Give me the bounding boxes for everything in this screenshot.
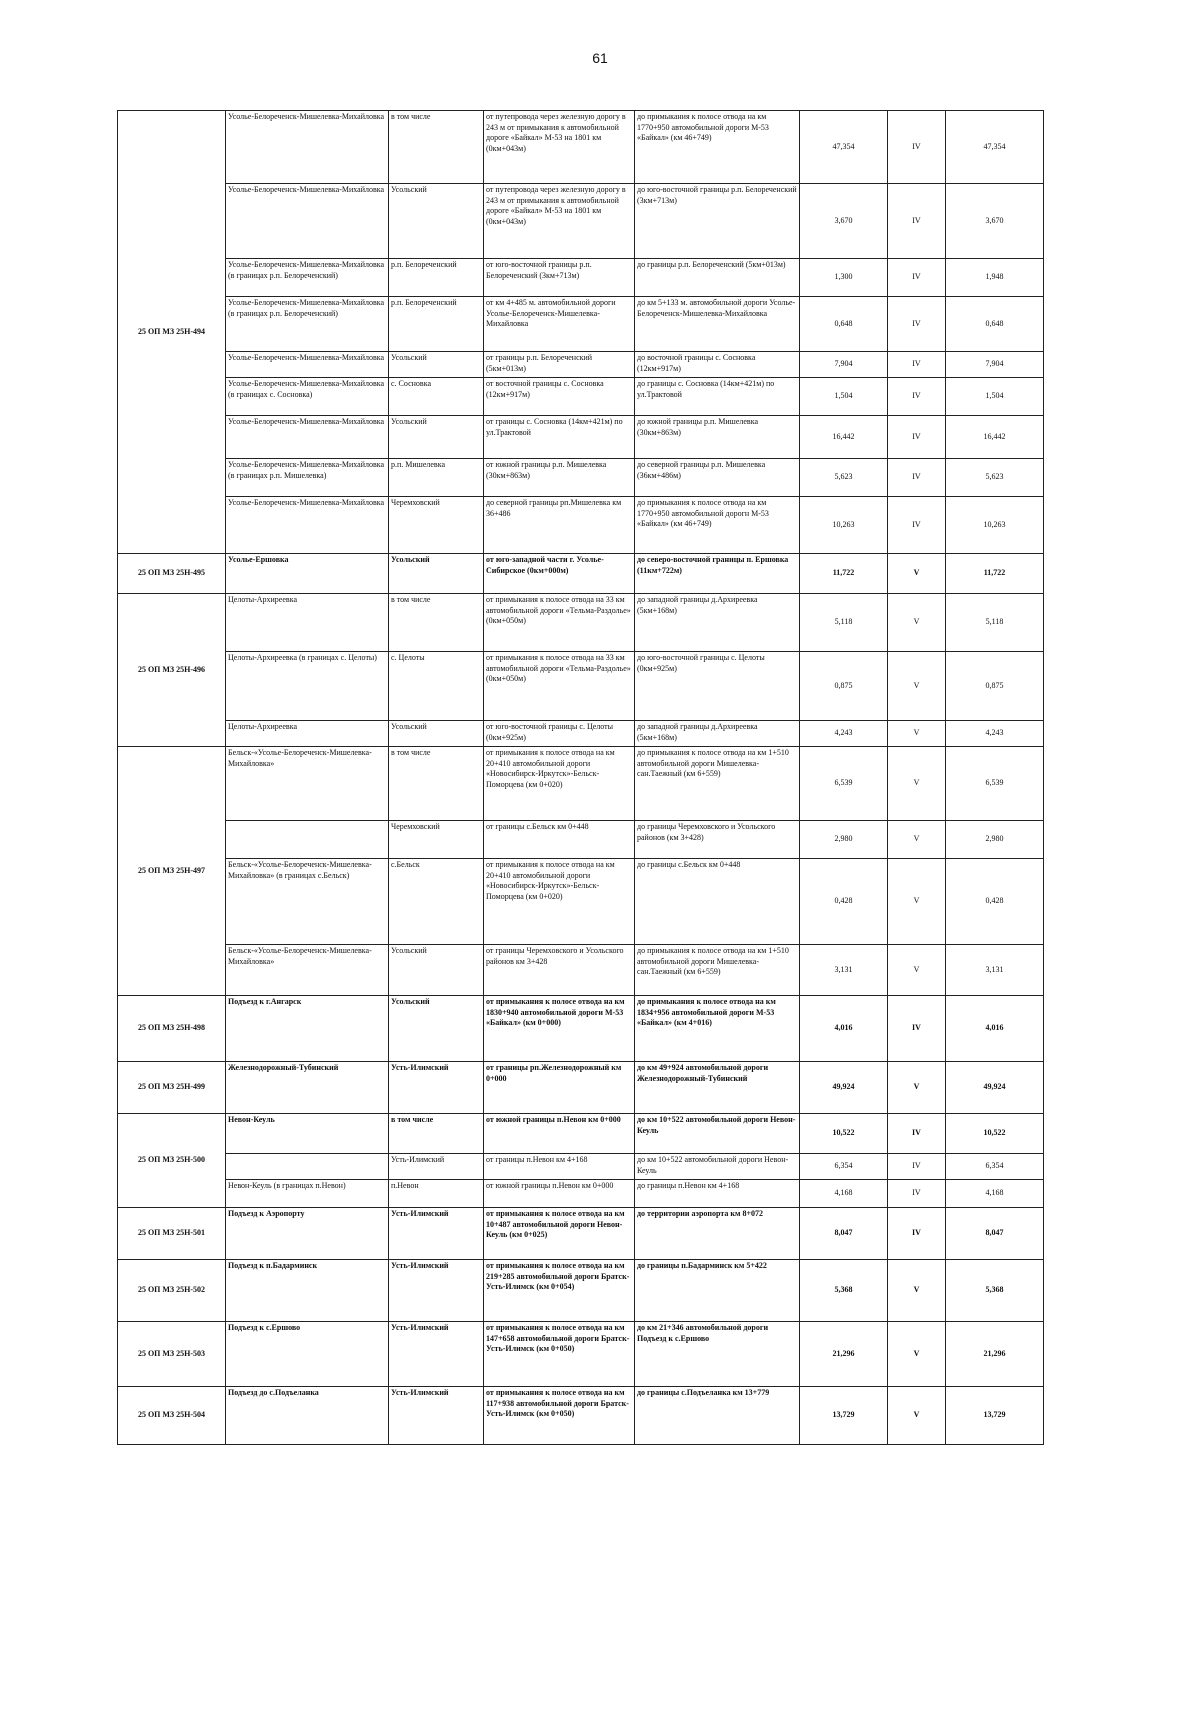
road-district: р.п. Белореченский [389,259,484,297]
table-row [118,1180,1044,1208]
section-end: до границы с.Подъеланка км 13+779 [635,1387,800,1445]
road-name: Железнодорожный-Тубинский [226,1062,389,1114]
road-name: Усолье-Белореченск-Мишелевка-Михайловка [226,497,389,554]
road-category: V [888,821,946,859]
road-name: Усолье-Белореченск-Мишелевка-Михайловка (в границах с. Сосновка) [226,378,389,416]
road-registry-number: 25 ОП МЗ 25Н-504 [118,1387,226,1445]
total-length: 2,980 [946,821,1044,859]
table-row [118,459,1044,497]
total-length: 49,924 [946,1062,1044,1114]
total-length: 5,118 [946,594,1044,652]
section-end: до границы п.Невон км 4+168 [635,1180,800,1208]
road-district: Усольский [389,352,484,378]
road-category: IV [888,111,946,184]
section-length: 2,980 [800,821,888,859]
total-length: 0,428 [946,859,1044,945]
road-name: Усолье-Белореченск-Мишелевка-Михайловка [226,352,389,378]
road-name: Усолье-Белореченск-Мишелевка-Михайловка (в границах р.п. Мишелевка) [226,459,389,497]
section-length: 6,539 [800,747,888,821]
road-registry-number: 25 ОП МЗ 25Н-499 [118,1062,226,1114]
section-end: до территории аэропорта км 8+072 [635,1208,800,1260]
section-end: до примыкания к полосе отвода на км 1770+950 автомобильной дороги М-53 «Байкал» (км 46+749) [635,111,800,184]
road-name: Подъезд к Аэропорту [226,1208,389,1260]
section-end: до западной границы д.Архиреевка (5км+168м) [635,721,800,747]
section-length: 6,354 [800,1154,888,1180]
road-name: Бельск-«Усолье-Белореченск-Мишелевка-Михайловка» [226,945,389,996]
road-registry-number: 25 ОП МЗ 25Н-502 [118,1260,226,1322]
road-name [226,1154,389,1180]
section-length: 1,300 [800,259,888,297]
road-name: Усолье-Белореченск-Мишелевка-Михайловка (в границах р.п. Белореченский) [226,259,389,297]
road-district: в том числе [389,1114,484,1154]
section-end: до км 10+522 автомобильной дороги Невон-Кеуль [635,1154,800,1180]
section-start: от путепровода через железную дорогу в 243 м от примыкания к автомобильной дороге «Байкал» М-53 на 1801 км (0км+043м) [484,184,635,259]
road-district: Усть-Илимский [389,1154,484,1180]
total-length: 6,354 [946,1154,1044,1180]
road-name: Целоты-Архиреевка [226,721,389,747]
road-district: Усть-Илимский [389,1260,484,1322]
table-row [118,1062,1044,1114]
total-length: 13,729 [946,1387,1044,1445]
table-row [118,111,1044,184]
road-category: V [888,1062,946,1114]
road-registry-number: 25 ОП МЗ 25Н-501 [118,1208,226,1260]
section-start: от примыкания к полосе отвода на 33 км автомобильной дороги «Тельма-Раздолье» (0км+050м) [484,652,635,721]
section-end: до км 21+346 автомобильной дороги Подъезд к с.Ершово [635,1322,800,1387]
section-length: 4,016 [800,996,888,1062]
road-district: Усть-Илимский [389,1387,484,1445]
road-name: Бельск-«Усолье-Белореченск-Мишелевка-Михайловка» (в границах с.Бельск) [226,859,389,945]
section-length: 5,623 [800,459,888,497]
section-end: до примыкания к полосе отвода на км 1+510 автомобильной дороги Мишелевка-сан.Таежный (км 6+559) [635,945,800,996]
total-length: 5,623 [946,459,1044,497]
table-row [118,721,1044,747]
road-registry-number: 25 ОП МЗ 25Н-495 [118,554,226,594]
table-row [118,945,1044,996]
section-start: от примыкания к полосе отвода на км 147+658 автомобильной дороги Братск-Усть-Илимск (км 0+050) [484,1322,635,1387]
section-start: от южной границы р.п. Мишелевка (30км+863м) [484,459,635,497]
road-district: с. Сосновка [389,378,484,416]
road-name: Усолье-Белореченск-Мишелевка-Михайловка [226,184,389,259]
table-row [118,1260,1044,1322]
road-district: Черемховский [389,821,484,859]
section-length: 49,924 [800,1062,888,1114]
section-length: 0,428 [800,859,888,945]
table-row [118,554,1044,594]
section-start: от юго-восточной границы с. Целоты (0км+925м) [484,721,635,747]
total-length: 10,522 [946,1114,1044,1154]
road-district: Усть-Илимский [389,1208,484,1260]
road-category: IV [888,352,946,378]
section-start: от путепровода через железную дорогу в 243 м от примыкания к автомобильной дороге «Байкал» М-53 на 1801 км (0км+043м) [484,111,635,184]
section-start: от восточной границы с. Сосновка (12км+917м) [484,378,635,416]
section-end: до границы с. Сосновка (14км+421м) по ул.Трактовой [635,378,800,416]
page-number: 61 [592,50,608,66]
road-category: IV [888,497,946,554]
section-start: от примыкания к полосе отвода на км 219+285 автомобильной дороги Братск-Усть-Илимск (км 0+054) [484,1260,635,1322]
section-end: до северо-восточной границы п. Ершовка (11км+722м) [635,554,800,594]
road-name: Целоты-Архиреевка (в границах с. Целоты) [226,652,389,721]
road-category: V [888,652,946,721]
section-start: от границы Черемховского и Усольского районов км 3+428 [484,945,635,996]
road-district: Усольский [389,184,484,259]
section-end: до границы с.Бельск км 0+448 [635,859,800,945]
section-start: от км 4+485 м. автомобильной дороги Усолье-Белореченск-Мишелевка-Михайловка [484,297,635,352]
road-name: Подъезд до с.Подъеланка [226,1387,389,1445]
section-start: от границы с.Бельск км 0+448 [484,821,635,859]
section-length: 7,904 [800,352,888,378]
table-row [118,996,1044,1062]
section-start: от границы с. Сосновка (14км+421м) по ул.Трактовой [484,416,635,459]
road-name [226,821,389,859]
section-end: до км 49+924 автомобильной дороги Железнодорожный-Тубинский [635,1062,800,1114]
total-length: 5,368 [946,1260,1044,1322]
table-row [118,747,1044,821]
section-end: до западной границы д.Архиреевка (5км+168м) [635,594,800,652]
section-length: 0,875 [800,652,888,721]
road-category: V [888,554,946,594]
section-start: от примыкания к полосе отвода на 33 км автомобильной дороги «Тельма-Раздолье» (0км+050м) [484,594,635,652]
road-registry-number: 25 ОП МЗ 25Н-498 [118,996,226,1062]
road-district: Усть-Илимский [389,1062,484,1114]
total-length: 7,904 [946,352,1044,378]
road-registry-number: 25 ОП МЗ 25Н-500 [118,1114,226,1208]
road-category: IV [888,996,946,1062]
section-length: 16,442 [800,416,888,459]
road-category: IV [888,1114,946,1154]
road-district: Усольский [389,945,484,996]
section-start: от южной границы п.Невон км 0+000 [484,1114,635,1154]
section-end: до границы п.Бадарминск км 5+422 [635,1260,800,1322]
total-length: 6,539 [946,747,1044,821]
road-category: IV [888,1154,946,1180]
road-category: IV [888,416,946,459]
road-category: V [888,1387,946,1445]
road-category: IV [888,1180,946,1208]
total-length: 21,296 [946,1322,1044,1387]
road-name: Усолье-Ершовка [226,554,389,594]
road-district: Усольский [389,996,484,1062]
table-row [118,416,1044,459]
section-length: 13,729 [800,1387,888,1445]
section-length: 8,047 [800,1208,888,1260]
total-length: 16,442 [946,416,1044,459]
road-category: V [888,859,946,945]
table-row [118,378,1044,416]
road-district: Усть-Илимский [389,1322,484,1387]
road-category: IV [888,378,946,416]
section-length: 11,722 [800,554,888,594]
table-row [118,594,1044,652]
road-category: V [888,594,946,652]
road-district: р.п. Мишелевка [389,459,484,497]
road-district: с.Бельск [389,859,484,945]
road-district: п.Невон [389,1180,484,1208]
road-name: Усолье-Белореченск-Мишелевка-Михайловка (в границах р.п. Белореченский) [226,297,389,352]
road-category: V [888,721,946,747]
total-length: 0,648 [946,297,1044,352]
total-length: 8,047 [946,1208,1044,1260]
total-length: 4,016 [946,996,1044,1062]
section-start: от юго-восточной границы р.п. Белореченский (3км+713м) [484,259,635,297]
road-district: Усольский [389,554,484,594]
table-row [118,497,1044,554]
section-end: до км 10+522 автомобильной дороги Невон-Кеуль [635,1114,800,1154]
table-row [118,352,1044,378]
section-length: 10,522 [800,1114,888,1154]
total-length: 11,722 [946,554,1044,594]
road-name: Усолье-Белореченск-Мишелевка-Михайловка [226,416,389,459]
road-district: Усольский [389,721,484,747]
road-name: Невон-Кеуль [226,1114,389,1154]
section-length: 47,354 [800,111,888,184]
table-row [118,184,1044,259]
total-length: 4,168 [946,1180,1044,1208]
road-district: в том числе [389,747,484,821]
table-row [118,859,1044,945]
road-registry-number: 25 ОП МЗ 25Н-503 [118,1322,226,1387]
section-start: от границы р.п. Белореченский (5км+013м) [484,352,635,378]
total-length: 3,131 [946,945,1044,996]
road-category: V [888,1260,946,1322]
section-start: от южной границы п.Невон км 0+000 [484,1180,635,1208]
section-start: от примыкания к полосе отвода на км 20+410 автомобильной дороги «Новосибирск-Иркутск»-Бельск-Поморцева (км 0+020) [484,859,635,945]
road-category: IV [888,297,946,352]
total-length: 10,263 [946,497,1044,554]
total-length: 1,948 [946,259,1044,297]
section-end: до южной границы р.п. Мишелевка (30км+863м) [635,416,800,459]
total-length: 47,354 [946,111,1044,184]
table-row [118,821,1044,859]
section-start: до северной границы рп.Мишелевка км 36+486 [484,497,635,554]
road-district: с. Целоты [389,652,484,721]
table-row [118,1208,1044,1260]
road-district: в том числе [389,594,484,652]
road-category: V [888,945,946,996]
section-length: 5,368 [800,1260,888,1322]
table-row [118,1114,1044,1154]
road-registry-number: 25 ОП МЗ 25Н-497 [118,747,226,996]
section-end: до примыкания к полосе отвода на км 1834+956 автомобильной дороги М-53 «Байкал» (км 4+016) [635,996,800,1062]
table-row [118,259,1044,297]
section-length: 21,296 [800,1322,888,1387]
road-name: Подъезд к с.Ершово [226,1322,389,1387]
road-district: Усольский [389,416,484,459]
roads-table [117,110,1044,1445]
section-start: от юго-западной части г. Усолье-Сибирское (0км+000м) [484,554,635,594]
road-category: IV [888,1208,946,1260]
section-end: до юго-восточной границы с. Целоты (0км+925м) [635,652,800,721]
section-start: от границы п.Невон км 4+168 [484,1154,635,1180]
section-length: 0,648 [800,297,888,352]
section-end: до примыкания к полосе отвода на км 1770+950 автомобильной дорогн М-53 «Байкал» (км 46+749) [635,497,800,554]
road-name: Подъезд к г.Ангарск [226,996,389,1062]
section-start: от примыкания к полосе отвода на км 20+410 автомобильной дороги «Новосибирск-Иркутск»-Бельск-Поморцева (км 0+020) [484,747,635,821]
road-name: Усолье-Белореченск-Мишелевка-Михайловка [226,111,389,184]
section-length: 1,504 [800,378,888,416]
section-end: до восточной границы с. Сосновка (12км+917м) [635,352,800,378]
road-district: Черемховский [389,497,484,554]
section-end: до границы Черемховского и Усольского районов (км 3+428) [635,821,800,859]
section-start: от границы рп.Железнодорожный км 0+000 [484,1062,635,1114]
road-name: Целоты-Архиреевка [226,594,389,652]
roads-table-body [118,111,1044,1445]
road-category: V [888,747,946,821]
road-district: в том числе [389,111,484,184]
table-row [118,1322,1044,1387]
total-length: 4,243 [946,721,1044,747]
road-category: IV [888,259,946,297]
section-end: до границы р.п. Белореченский (5км+013м) [635,259,800,297]
section-length: 4,168 [800,1180,888,1208]
total-length: 1,504 [946,378,1044,416]
table-row [118,1154,1044,1180]
road-name: Подъезд к п.Бадарминск [226,1260,389,1322]
road-category: V [888,1322,946,1387]
section-start: от примыкания к полосе отвода на км 1830+940 автомобильной дороги М-53 «Байкал» (км 0+000) [484,996,635,1062]
road-name: Бельск-«Усолье-Белореченск-Мишелевка-Михайловка» [226,747,389,821]
section-length: 5,118 [800,594,888,652]
section-end: до примыкания к полосе отвода на км 1+510 автомобильной дороги Мишелевка-сан.Таежный (км 6+559) [635,747,800,821]
road-registry-number: 25 ОП МЗ 25Н-494 [118,111,226,554]
road-registry-number: 25 ОП МЗ 25Н-496 [118,594,226,747]
road-category: IV [888,459,946,497]
section-length: 10,263 [800,497,888,554]
section-length: 3,131 [800,945,888,996]
section-end: до юго-восточной границы р.п. Белореченский (3км+713м) [635,184,800,259]
section-start: от примыкания к полосе отвода на км 10+487 автомобильной дороги Невон-Кеуль (км 0+025) [484,1208,635,1260]
total-length: 3,670 [946,184,1044,259]
section-start: от примыкания к полосе отвода на км 117+938 автомобильной дороги Братск-Усть-Илимск (км 0+050) [484,1387,635,1445]
section-length: 4,243 [800,721,888,747]
total-length: 0,875 [946,652,1044,721]
table-row [118,297,1044,352]
table-row [118,1387,1044,1445]
road-district: р.п. Белореченский [389,297,484,352]
road-category: IV [888,184,946,259]
section-end: до северной границы р.п. Мишелевка (36км+486м) [635,459,800,497]
section-end: до км 5+133 м. автомобильной дороги Усолье-Белореченск-Мишелевка-Михайловка [635,297,800,352]
section-length: 3,670 [800,184,888,259]
table-row [118,652,1044,721]
road-name: Невон-Кеуль (в границах п.Невон) [226,1180,389,1208]
